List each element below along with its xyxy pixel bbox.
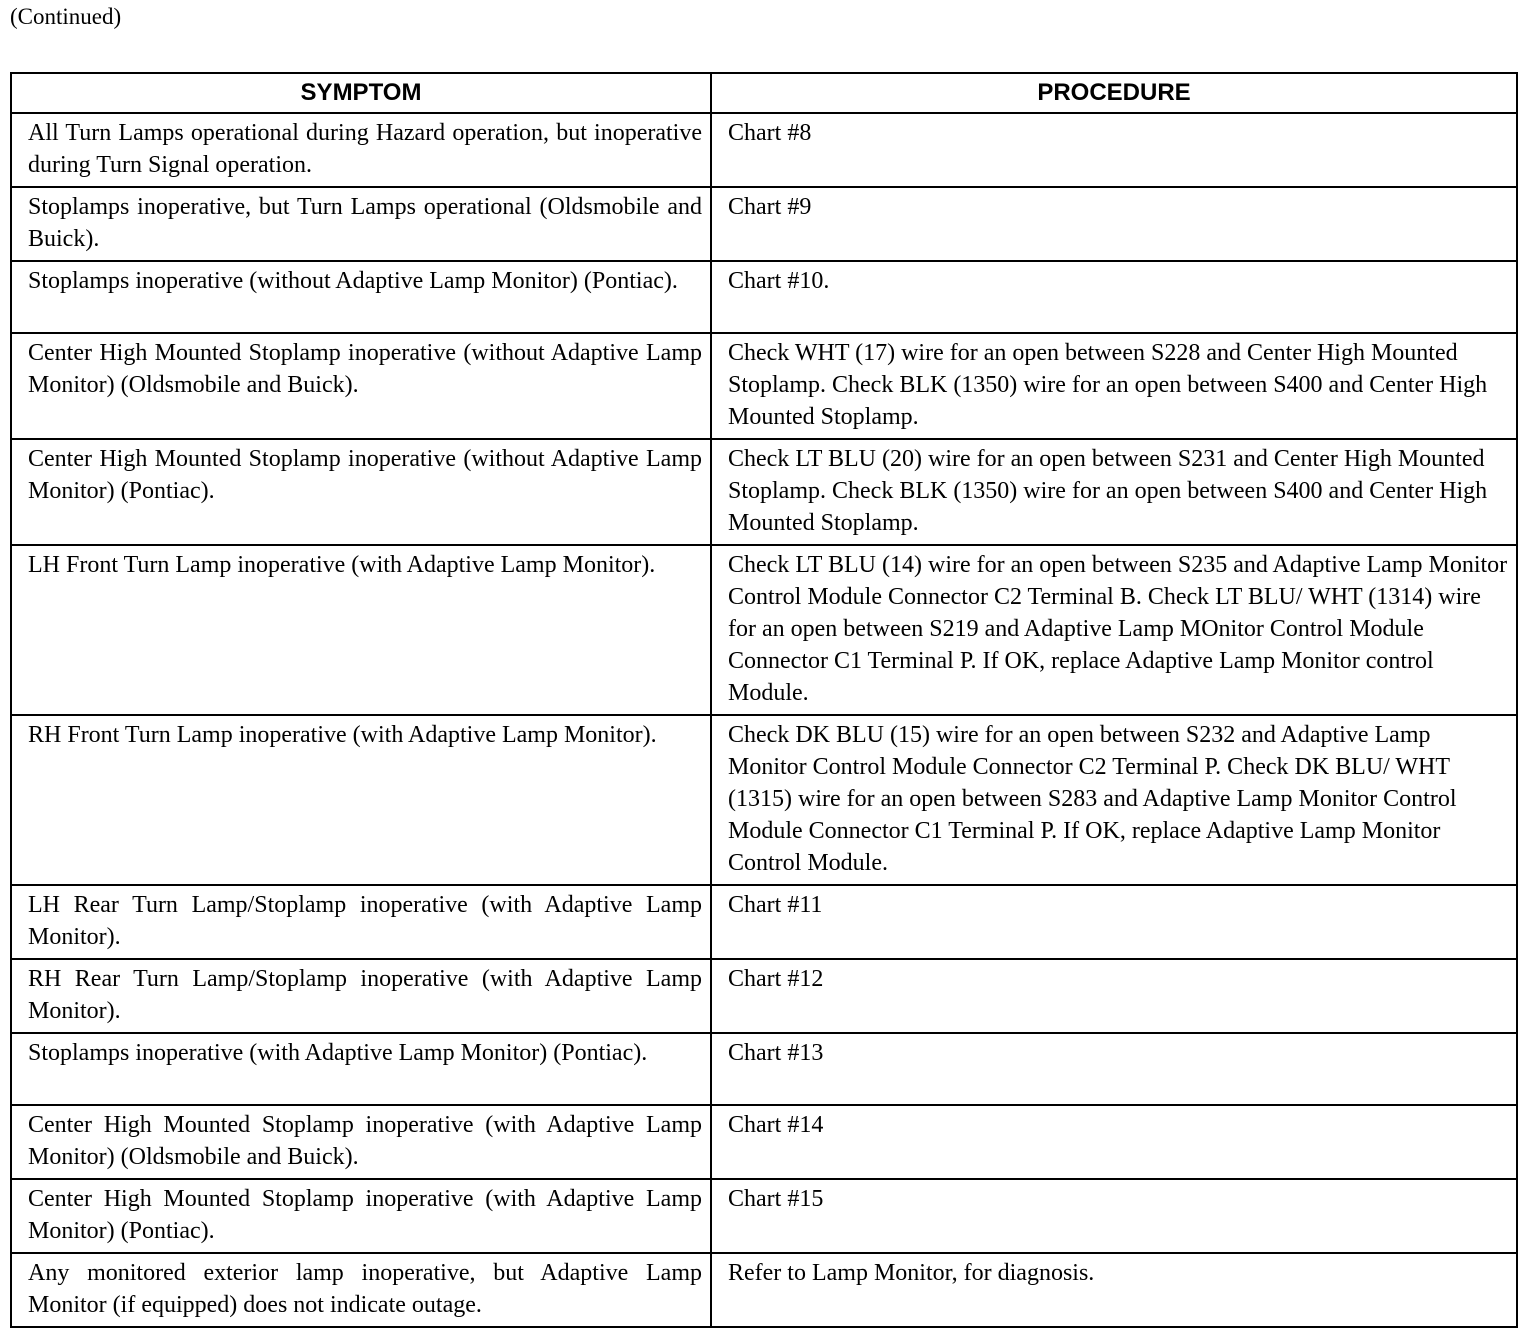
table-row (11, 885, 1517, 959)
symptom-procedure-table (10, 72, 1518, 1328)
symptom-cell: LH Rear Turn Lamp/Stoplamp inoperative (with Adaptive Lamp Monitor). (11, 885, 711, 959)
table-row (11, 715, 1517, 885)
procedure-cell: Chart #10. (711, 261, 1517, 333)
symptom-cell: Center High Mounted Stoplamp inoperative (with Adaptive Lamp Monitor) (Oldsmobile and Buick). (11, 1105, 711, 1179)
symptom-cell: LH Front Turn Lamp inoperative (with Adaptive Lamp Monitor). (11, 545, 711, 715)
procedure-column-header: PROCEDURE (711, 73, 1517, 113)
procedure-cell: Chart #8 (711, 113, 1517, 187)
table-row (11, 959, 1517, 1033)
symptom-cell: Any monitored exterior lamp inoperative, but Adaptive Lamp Monitor (if equipped) does not indicate outage. (11, 1253, 711, 1327)
symptom-cell: Stoplamps inoperative (without Adaptive Lamp Monitor) (Pontiac). (11, 261, 711, 333)
symptom-cell: Stoplamps inoperative (with Adaptive Lamp Monitor) (Pontiac). (11, 1033, 711, 1105)
procedure-cell: Refer to Lamp Monitor, for diagnosis. (711, 1253, 1517, 1327)
symptom-cell: Center High Mounted Stoplamp inoperative (without Adaptive Lamp Monitor) (Oldsmobile and Buick). (11, 333, 711, 439)
symptom-cell: Stoplamps inoperative, but Turn Lamps operational (Oldsmobile and Buick). (11, 187, 711, 261)
table-row (11, 1179, 1517, 1253)
procedure-cell: Chart #15 (711, 1179, 1517, 1253)
table-row (11, 1033, 1517, 1105)
table-row (11, 261, 1517, 333)
table-row (11, 1105, 1517, 1179)
symptom-cell: RH Rear Turn Lamp/Stoplamp inoperative (with Adaptive Lamp Monitor). (11, 959, 711, 1033)
table-header-row (11, 73, 1517, 113)
table-row (11, 187, 1517, 261)
symptom-cell: Center High Mounted Stoplamp inoperative (without Adaptive Lamp Monitor) (Pontiac). (11, 439, 711, 545)
symptom-cell: All Turn Lamps operational during Hazard operation, but inoperative during Turn Signal operation. (11, 113, 711, 187)
table-row (11, 545, 1517, 715)
procedure-cell: Chart #12 (711, 959, 1517, 1033)
procedure-cell: Check DK BLU (15) wire for an open between S232 and Adaptive Lamp Monitor Control Module Connector C2 Terminal P. Check DK BLU/ WHT (1315) wire for an open between S283 and Adaptive Lamp Monitor Control Module Connector C1 Terminal P. If OK, replace Adaptive Lamp Monitor Control Module. (711, 715, 1517, 885)
table-row (11, 333, 1517, 439)
procedure-cell: Chart #9 (711, 187, 1517, 261)
procedure-cell: Chart #13 (711, 1033, 1517, 1105)
procedure-cell: Chart #11 (711, 885, 1517, 959)
procedure-cell: Check WHT (17) wire for an open between S228 and Center High Mounted Stoplamp. Check BLK (1350) wire for an open between S400 and Center High Mounted Stoplamp. (711, 333, 1517, 439)
table-row (11, 439, 1517, 545)
table-row (11, 113, 1517, 187)
procedure-cell: Check LT BLU (20) wire for an open between S231 and Center High Mounted Stoplamp. Check BLK (1350) wire for an open between S400 and Center High Mounted Stoplamp. (711, 439, 1517, 545)
symptom-cell: RH Front Turn Lamp inoperative (with Adaptive Lamp Monitor). (11, 715, 711, 885)
symptom-column-header: SYMPTOM (11, 73, 711, 113)
procedure-cell: Chart #14 (711, 1105, 1517, 1179)
continued-label: (Continued) (10, 4, 122, 29)
procedure-cell: Check LT BLU (14) wire for an open between S235 and Adaptive Lamp Monitor Control Module Connector C2 Terminal B. Check LT BLU/ WHT (1314) wire for an open between S219 and Adaptive Lamp MOnitor Control Module Connector C1 Terminal P. If OK, replace Adaptive Lamp Monitor control Module. (711, 545, 1517, 715)
symptom-cell: Center High Mounted Stoplamp inoperative (with Adaptive Lamp Monitor) (Pontiac). (11, 1179, 711, 1253)
